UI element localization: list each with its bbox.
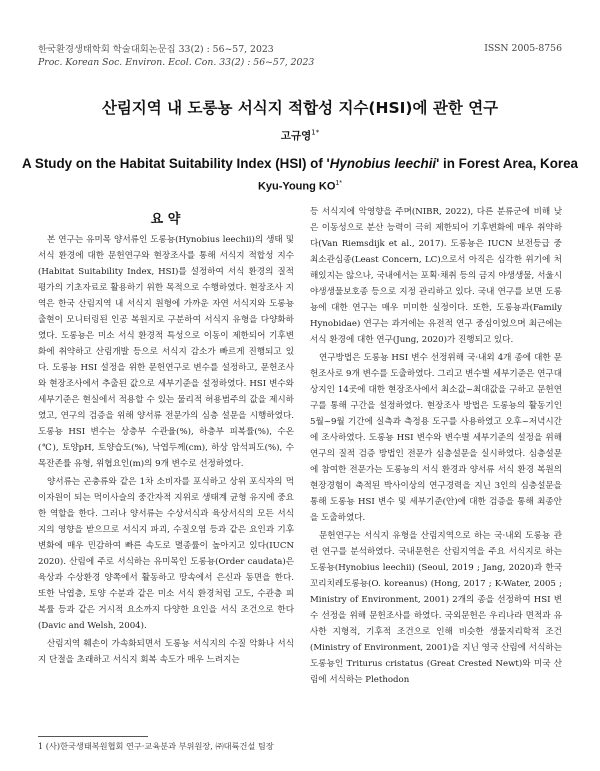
title-english-prefix: A Study on the Habitat Suitability Index (HSI) of ' (22, 156, 330, 171)
abstract-heading: 요 약 (150, 212, 181, 227)
issn: ISSN 2005-8756 (484, 43, 562, 54)
author-korean-name: 고규영 (280, 130, 312, 142)
footnote: 1 (사)한국생태복원협회 연구·교육분과 부위원장, ㈜대륙건설 팀장 (38, 741, 274, 751)
author-english-mark: 1* (335, 180, 343, 187)
paragraph: 양서류는 곤충류와 같은 1차 소비자를 포식하고 상위 포식자의 먹이자원이 되는 먹이사슬의 중간자적 지위로 생태계 균형 유지에 중요한 역할을 한다. 그러나 양서류는 수상서식과 육상서식의 모든 서식지의 영향을 받으므로 서식지 파괴, 수질오염 등과 같은 요인과 기후변화에 매우 민감하여 빠른 속도로 멸종률이 높아지고 있다(IUCN 2020). 산림에 주로 서식하는 유미목인 도롱뇽(Order caudata)은 육상과 수상환경 양쪽에서 활동하고 땅속에서 은신과 동면을 한다. 또한 낙엽층, 토양 수분과 같은 미소 서식 환경처럼 고도, 수관층 피복률 등과 같은 거시적 요소까지 다양한 요인을 서식 조건으로 한다(Davic and Welsh, 2004). (38, 477, 294, 631)
author-korean (0, 128, 600, 143)
title-english (0, 156, 600, 171)
right-column (310, 204, 562, 688)
title-english-species: Hynobius leechii (329, 156, 437, 171)
paragraph: 등 서식지에 악영향을 주며(NIBR, 2022), 다른 분류군에 비해 낮은 이동성으로 분산 능력이 극히 제한되어 기후변화에 매우 취약하다(Van Riemsdijk et al., 2017). 도롱뇽은 IUCN 보전등급 중 최소관심종(Least Concern, LC)으로서 아직은 심각한 위기에 처해있지는 않으나, 국내에서는 포획·채취 등의 금지 야생생물, 서울시 야생생물보호종 등으로 지정 관리하고 있다. 국내 연구를 보면 도롱뇽에 대한 연구는 매우 미미한 실정이다. 또한, 도롱뇽과(Family Hynobidae) 연구는 과거에는 유전적 연구 중심이었으며 최근에는 서식 환경에 대한 연구(Jung, 2020)가 진행되고 있다. (310, 207, 562, 345)
journal-citation (38, 43, 314, 69)
paragraph: 본 연구는 유미목 양서류인 도롱뇽(Hynobius leechii)의 생태 및 서식 환경에 대한 문헌연구와 현장조사를 통해 서식지 적합성 지수(Habitat Suitability Index, HSI)를 설정하여 서식 환경의 질적 평가의 기초자료로 활용하기 위한 목적으로 수행하였다. 현장조사 지역은 한국 산림지역 내 서식지 원형에 가까운 자연 서식지와 도롱뇽 출현이 모니터링된 인공 복원지로 구분하여 서식지 유형을 다양화하였다. 도롱뇽은 미소 서식 환경적 특성으로 이동이 제한되어 기후변화에 취약하고 산림개발 등으로 서식지 감소가 빠르게 진행되고 있다. 도롱뇽 HSI 설정을 위한 문헌연구로 변수를 설정하고, 문헌조사와 현장조사에서 추출된 값으로 세부기준을 설정하였다. HSI 변수와 세부기준은 현실에서 적용할 수 있는 물리적 허용범주의 값을 제시하였고, 연구의 검증을 위해 양서류 전문가의 심층 설문을 시행하였다. 도롱뇽 HSI 변수는 상층부 수관율(%), 하층부 피복률(%), 수온(℃), 토양pH, 토양습도(%), 낙엽두께(cm), 하상 암석피도(%), 수목잔존률 유형, 위협요인(m)의 9개 변수로 선정하였다. (38, 235, 294, 469)
title-korean: 산림지역 내 도롱뇽 서식지 적합성 지수(HSI)에 관한 연구 (101, 99, 499, 117)
footnote-divider (38, 736, 148, 737)
paragraph: 문헌연구는 서식지 유형을 산림지역으로 하는 국·내외 도롱뇽 관련 연구를 분석하였다. 국내문헌은 산림지역을 주요 서식지로 하는 도롱뇽(Hynobius leechii) (Seoul, 2019 ; Jang, 2020)과 한국꼬리치레도롱뇽(O. koreanus) (Hong, 2017 ; K-Water, 2005 ; Ministry of Environment, 2001) 2개의 종을 선정하여 HSI 변수 선정을 위해 문헌조사를 하였다. 국외문헌은 우리나라 면적과 유사한 지형적, 기후적 조건으로 인해 비슷한 생물지리학적 조건(Ministry of Environment, 2001)을 지닌 영국 산림에 서식하는 도롱뇽인 Triturus cristatus (Great Crested Newt)와 미국 산림에 서식하는 Plethodon (310, 531, 562, 685)
author-english-name: Kyu-Young KO (257, 180, 336, 193)
journal-citation-en: Proc. Korean Soc. Environ. Ecol. Con. 33(2) : 56~57, 2023 (38, 57, 315, 68)
paragraph: 연구방법은 도롱뇽 HSI 변수 선정위해 국·내외 4개 종에 대한 문헌조사로 9개 변수를 도출하였다. 그리고 변수별 세부기준은 연구대상지인 14곳에 대한 현장조사에서 최소값~최대값을 구하고 문헌연구를 통해 구간을 설정하였다. 현장조사 방법은 도롱뇽의 활동기인 5월~9월 기간에 실측과 측정용 도구를 사용하였고 오후~저녁시간에 조사하였다. 도롱뇽 HSI 변수와 변수별 세부기준의 설정을 위해 연구의 질적 검증 방법인 전문가 심층설문을 실시하였다. 심층설문에 참여한 전문가는 도롱뇽의 서식 환경과 양서류 서식 환경 복원의 현장경험이 축적된 박사이상의 연구경력을 지닌 3인의 심층설문을 통해 도롱뇽 HSI 변수 및 세부기준(안)에 대한 검증을 통해 최종안을 도출하였다. (310, 353, 562, 523)
journal-citation-ko: 한국환경생태학회 학술대회논문집 33(2) : 56~57, 2023 (38, 44, 274, 55)
paragraph: 산림지역 훼손이 가속화되면서 도롱뇽 서식지의 수질 악화나 서식지 단절을 초래하고 서식지 회복 속도가 매우 느려지는 (38, 639, 294, 665)
author-english (0, 180, 600, 193)
author-korean-mark: 1* (311, 128, 320, 137)
title-english-suffix: ' in Forest Area, Korea (436, 156, 578, 171)
left-column (38, 232, 294, 668)
